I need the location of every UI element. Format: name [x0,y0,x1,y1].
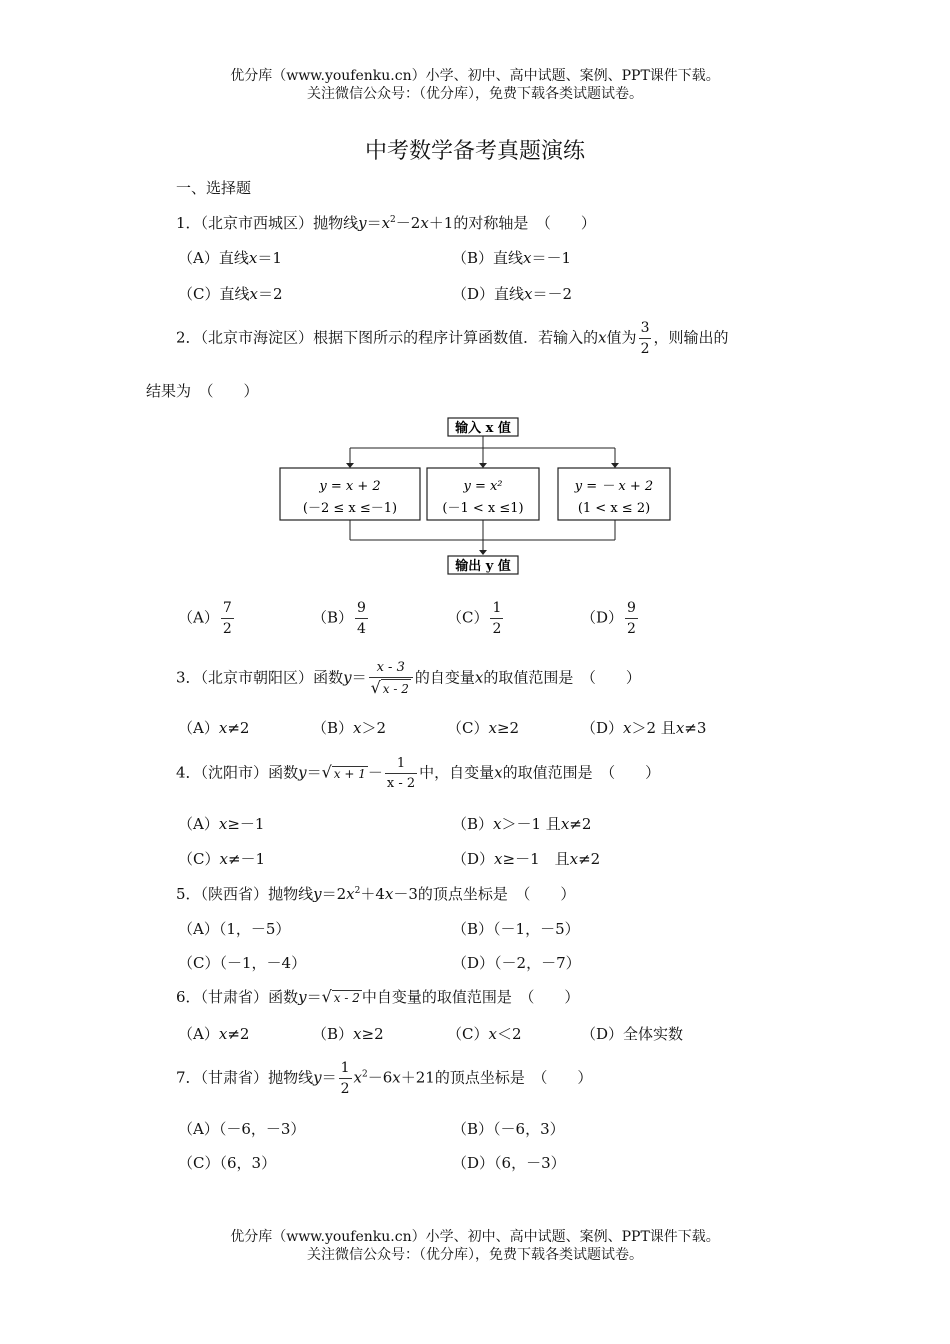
fraction-3-2: $\frac{3}{2}$ [640,320,650,357]
q3-option-d[interactable]: （D）x＞2 且x≠3 [581,719,707,737]
q4-option-c[interactable]: （C）x≠－1 [178,850,266,868]
q1-option-a[interactable]: （A）直线x＝1 [178,249,282,267]
q2-option-a[interactable]: （A） $\frac{7}{2}$ [178,600,232,637]
q6-option-b[interactable]: （B）x≥2 [312,1025,384,1043]
flow-box-3-formula: y = － x + 2 [574,479,654,494]
header-line-1: 优分库（www.youfenku.cn）小学、初中、高中试题、案例、PPT课件下载。 [230,68,720,84]
q3-option-a[interactable]: （A）x≠2 [178,719,250,737]
q1-option-b[interactable]: （B）直线x＝－1 [452,249,572,267]
q6-option-a[interactable]: （A）x≠2 [178,1025,250,1043]
flowchart [270,412,680,580]
q4-option-b[interactable]: （B）x＞－1 且x≠2 [452,815,592,833]
flow-box-1-range: (－2 ≤ x ≤－1) [302,501,398,516]
q2-option-d[interactable]: （D） $\frac{9}{2}$ [581,600,636,637]
q3-option-c[interactable]: （C）x≥2 [447,719,520,737]
q7-option-a[interactable]: （A）（－6，－3） [178,1120,306,1138]
question-3: 3．（北京市朝阳区）函数y＝ $\frac{x - 3}{√ x - 2}$ 的自变量x的取值范围是 （ ） [176,660,641,697]
question-2: 2．（北京市海淀区）根据下图所示的程序计算函数值．若输入的x值为 $\frac{3}{2}$ ，则输出的 [176,320,729,357]
q7-option-b[interactable]: （B）（－6，3） [452,1120,565,1138]
q5-option-d[interactable]: （D）（－2，－7） [452,954,581,972]
q4-option-d[interactable]: （D）x≥－1 且x≠2 [452,850,601,868]
question-4: 4．（沈阳市）函数y＝√ x + 1 － $\frac{1}{x - 2}$ 中，自变量x的取值范围是 （ ） [176,756,661,791]
q7-option-c[interactable]: （C）（6，3） [178,1154,277,1172]
footer-line-2: 关注微信公众号：（优分库），免费下载各类试题试卷。 [307,1247,643,1263]
question-7: 7．（甘肃省）抛物线y＝ $\frac{1}{2}$ $x^2-6x+21$的顶点坐标是 （ ） [176,1060,593,1097]
flow-box-3-range: (1 < x ≤ 2) [577,501,651,516]
q5-option-c[interactable]: （C）（－1，－4） [178,954,307,972]
question-5: 5．（陕西省）抛物线$y=2x^2+4x-3$的顶点坐标是 （ ） [176,885,576,903]
flow-input-label: 输入 x 值 [455,421,511,436]
flow-box-2-range: (－1 < x ≤1) [442,501,524,516]
question-6: 6．（甘肃省）函数y＝√ x - 2 中自变量的取值范围是 （ ） [176,987,580,1006]
flow-box-1-formula: y = x + 2 [319,479,381,494]
footer-line-1: 优分库（www.youfenku.cn）小学、初中、高中试题、案例、PPT课件下载。 [230,1229,720,1245]
q5-option-a[interactable]: （A）（1，－5） [178,920,291,938]
header-line-2: 关注微信公众号：（优分库），免费下载各类试题试卷。 [307,86,643,102]
q6-option-d[interactable]: （D）全体实数 [581,1025,684,1043]
section-heading: 一、选择题 [176,179,252,197]
q6-option-c[interactable]: （C）x＜2 [447,1025,522,1043]
q5-option-b[interactable]: （B）（－1，－5） [452,920,580,938]
question-1: 1．（北京市西城区）抛物线$y=x^2-2x+1$的对称轴是 （ ） [176,214,596,232]
q2-option-b[interactable]: （B） $\frac{9}{4}$ [312,600,366,637]
q1-option-d[interactable]: （D）直线x＝－2 [452,285,573,303]
flow-output-label: 输出 y 值 [455,559,511,574]
q7-option-d[interactable]: （D）（6，－3） [452,1154,566,1172]
q2-option-c[interactable]: （C） $\frac{1}{2}$ [447,600,502,637]
flow-box-2-formula: y = x² [463,479,503,494]
q4-option-a[interactable]: （A）x≥－1 [178,815,265,833]
q3-option-b[interactable]: （B）x＞2 [312,719,387,737]
q1-option-c[interactable]: （C）直线x＝2 [178,285,283,303]
page-title: 中考数学备考真题演练 [364,139,585,164]
question-2-cont: 结果为 （ ） [146,382,259,400]
